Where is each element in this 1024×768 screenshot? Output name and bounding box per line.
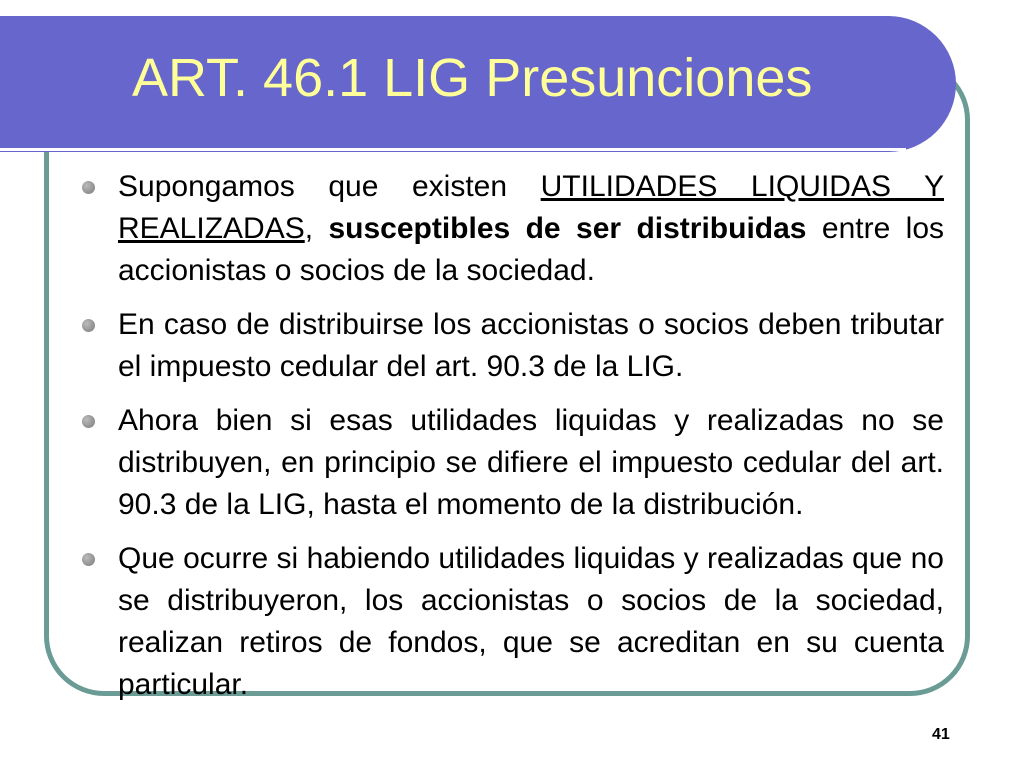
bullet-dot-icon [82,553,95,566]
title-underline [0,148,906,151]
bullet-text-rest: entre los accionistas o socios de la sociedad. [118,212,945,287]
bullet-item [74,538,944,706]
bullet-text: En caso de distribuirse los accionistas o socios deben tributar el impuesto cedular del art. 90.3 de la LIG. [118,308,944,383]
bullet-item [74,166,944,292]
bullet-item [74,304,944,388]
page-number: 41 [932,726,950,743]
bullet-item [74,400,944,526]
bullet-list [74,166,944,718]
bullet-text-bold: susceptibles de ser distribuidas [328,212,807,245]
bullet-text-underlined: UTILIDADES LIQUIDAS Y REALIZADAS [118,170,945,245]
bullet-text: Que ocurre si habiendo utilidades liquidas y realizadas que no se distribuyeron, los accionistas o socios de la sociedad, realizan retiros de fondos, que se acreditan en su cuenta particular. [118,542,944,701]
bullet-dot-icon [82,415,95,428]
bullet-dot-icon [82,181,95,194]
bullet-text: Ahora bien si esas utilidades liquidas y realizadas no se distribuyen, en principio se difiere el impuesto cedular del art. 90.3 de la LIG, hasta el momento de la distribución. [118,404,944,521]
bullet-text-comma: , [304,212,329,245]
bullet-dot-icon [82,319,95,332]
bullet-text-intro: Supongamos que existen [118,170,541,203]
slide-title: ART. 46.1 LIG Presunciones [132,48,813,108]
